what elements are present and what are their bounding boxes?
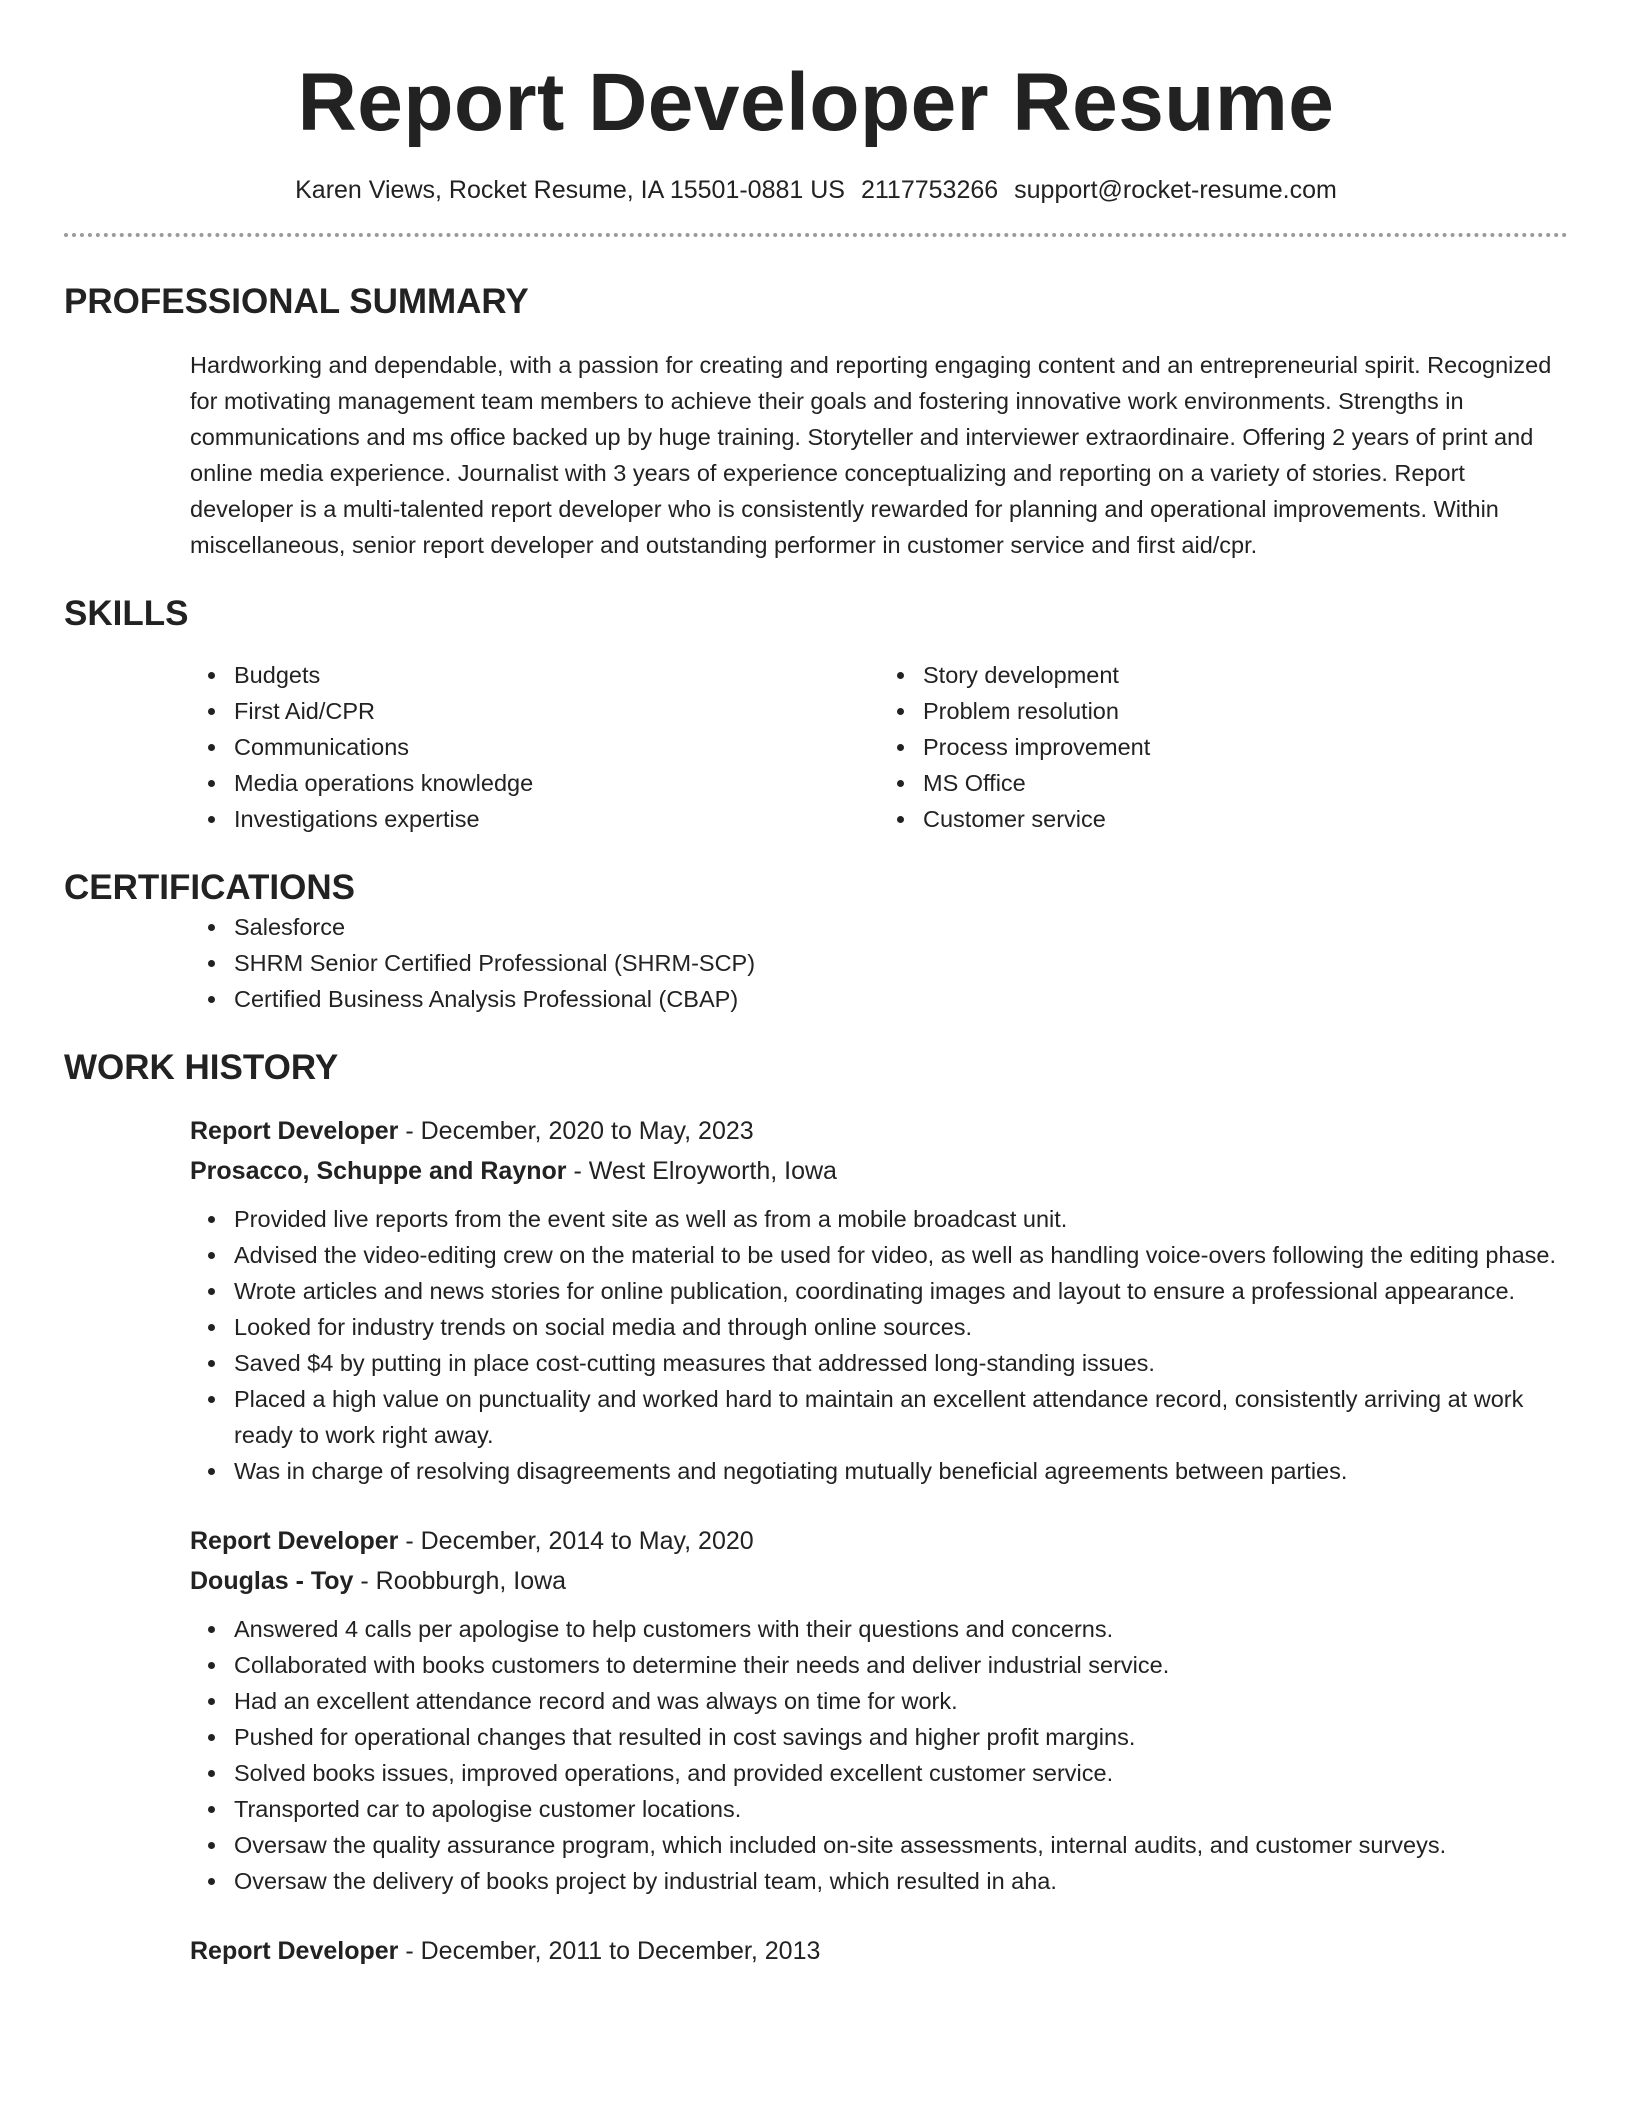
- job-bullet: Provided live reports from the event site as well as from a mobile broadcast unit.: [190, 1201, 1568, 1237]
- job-bullet: Oversaw the delivery of books project by industrial team, which resulted in aha.: [190, 1863, 1568, 1899]
- job-role: Report Developer: [190, 1116, 399, 1145]
- job-bullet: Wrote articles and news stories for online publication, coordinating images and layout to ensure a professional appearance.: [190, 1273, 1568, 1309]
- job-bullet: Answered 4 calls per apologise to help customers with their questions and concerns.: [190, 1611, 1568, 1647]
- skill-item: First Aid/CPR: [190, 693, 879, 729]
- professional-summary-section: [64, 281, 1568, 563]
- skills-list-left: [190, 657, 879, 837]
- section-heading-certifications: CERTIFICATIONS: [64, 867, 356, 907]
- job-company: Douglas - Toy: [190, 1566, 354, 1595]
- job-company-line: [190, 1151, 1568, 1191]
- contact-phone: 2117753266: [860, 176, 999, 205]
- certification-item: Salesforce: [190, 909, 1568, 945]
- job-location: - West Elroyworth, Iowa: [566, 1156, 837, 1185]
- skill-item: Customer service: [879, 801, 1568, 837]
- job-bullet: Solved books issues, improved operations, and provided excellent customer service.: [190, 1755, 1568, 1791]
- job-location: - Roobburgh, Iowa: [353, 1566, 567, 1595]
- job-role: Report Developer: [190, 1936, 399, 1965]
- certifications-list: [190, 909, 1568, 1017]
- job-role-line: [190, 1521, 1568, 1561]
- skill-item: Process improvement: [879, 729, 1568, 765]
- job-bullet: Pushed for operational changes that resulted in cost savings and higher profit margins.: [190, 1719, 1568, 1755]
- job-dates: - December, 2014 to May, 2020: [398, 1526, 754, 1555]
- skills-grid: [64, 657, 1568, 837]
- skill-item: Investigations expertise: [190, 801, 879, 837]
- job-entry: [190, 1111, 1568, 1489]
- header-divider: [64, 233, 1568, 237]
- job-bullet: Advised the video-editing crew on the material to be used for video, as well as handling voice-overs following the editing phase.: [190, 1237, 1568, 1273]
- skills-section: [64, 593, 1568, 837]
- job-company: Prosacco, Schuppe and Raynor: [190, 1156, 567, 1185]
- job-company-line: [190, 1561, 1568, 1601]
- contact-address: Karen Views, Rocket Resume, IA 15501-0881 US: [295, 176, 845, 205]
- contact-line: [64, 174, 1568, 207]
- job-entry: [190, 1521, 1568, 1899]
- certification-item: Certified Business Analysis Professional (CBAP): [190, 981, 1568, 1017]
- job-bullet: Oversaw the quality assurance program, which included on-site assessments, internal audits, and customer surveys.: [190, 1827, 1568, 1863]
- skill-item: Story development: [879, 657, 1568, 693]
- contact-email: support@rocket-resume.com: [1014, 176, 1337, 205]
- work-history-section: [64, 1047, 1568, 1971]
- resume-title: Report Developer Resume: [297, 57, 1335, 148]
- certifications-section: [64, 867, 1568, 1017]
- skill-item: Communications: [190, 729, 879, 765]
- job-bullet: Transported car to apologise customer locations.: [190, 1791, 1568, 1827]
- skill-item: Budgets: [190, 657, 879, 693]
- job-bullet: Placed a high value on punctuality and worked hard to maintain an excellent attendance record, consistently arriving at work ready to work right away.: [190, 1381, 1568, 1453]
- job-bullet: Saved $4 by putting in place cost-cutting measures that addressed long-standing issues.: [190, 1345, 1568, 1381]
- certification-item: SHRM Senior Certified Professional (SHRM-SCP): [190, 945, 1568, 981]
- job-bullet: Collaborated with books customers to determine their needs and deliver industrial service.: [190, 1647, 1568, 1683]
- section-heading-summary: PROFESSIONAL SUMMARY: [64, 281, 529, 321]
- skills-list-right: [879, 657, 1568, 837]
- job-bullets: [190, 1611, 1568, 1899]
- skill-item: Media operations knowledge: [190, 765, 879, 801]
- job-bullet: Had an excellent attendance record and was always on time for work.: [190, 1683, 1568, 1719]
- job-bullet: Looked for industry trends on social media and through online sources.: [190, 1309, 1568, 1345]
- job-bullet: Was in charge of resolving disagreements and negotiating mutually beneficial agreements between parties.: [190, 1453, 1568, 1489]
- job-role-line: [190, 1111, 1568, 1151]
- summary-text: Hardworking and dependable, with a passion for creating and reporting engaging content and an entrepreneurial spirit. Recognized for motivating management team members to achieve their goals and fostering innovative work environments. Strengths in communications and ms office backed up by huge training. Storyteller and interviewer extraordinaire. Offering 2 years of print and online media experience. Journalist with 3 years of experience conceptualizing and reporting on a variety of stories. Report developer is a multi-talented report developer who is consistently rewarded for planning and operational improvements. Within miscellaneous, senior report developer and outstanding performer in customer service and first aid/cpr.: [190, 351, 1552, 558]
- section-heading-work-history: WORK HISTORY: [64, 1047, 339, 1087]
- job-role: Report Developer: [190, 1526, 399, 1555]
- job-bullets: [190, 1201, 1568, 1489]
- job-role-line: [190, 1931, 1568, 1971]
- job-dates: - December, 2020 to May, 2023: [398, 1116, 754, 1145]
- skill-item: MS Office: [879, 765, 1568, 801]
- job-entry: [190, 1931, 1568, 1971]
- job-dates: - December, 2011 to December, 2013: [398, 1936, 821, 1965]
- section-heading-skills: SKILLS: [64, 593, 189, 633]
- skill-item: Problem resolution: [879, 693, 1568, 729]
